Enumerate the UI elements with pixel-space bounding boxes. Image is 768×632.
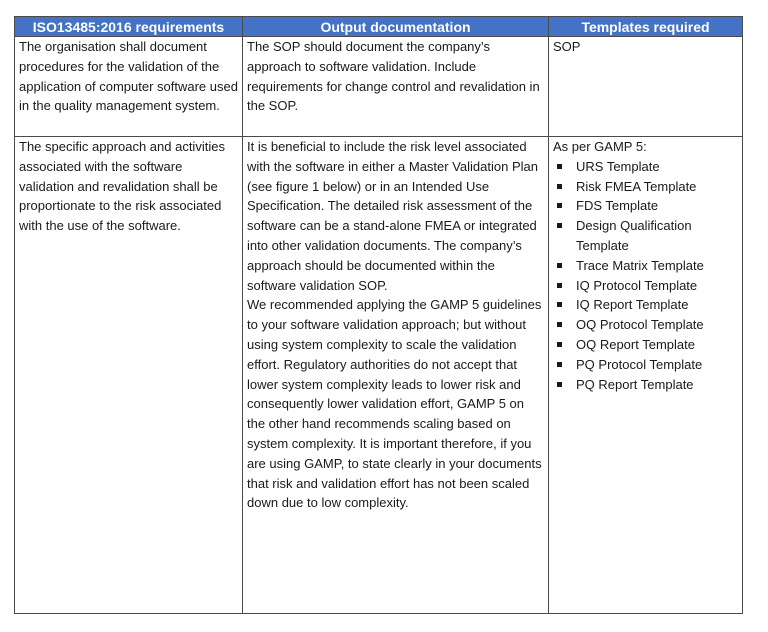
list-item: Design Qualification Template: [553, 216, 739, 256]
header-output-documentation: Output documentation: [243, 17, 549, 37]
list-item: IQ Report Template: [553, 295, 739, 315]
requirements-table-container: [14, 16, 742, 614]
requirement-cell: The specific approach and activities associated with the software validation and revalidation shall be proportionate to the risk associated with the use of the software.: [15, 137, 243, 614]
table-row: [15, 37, 743, 137]
requirements-table: [14, 16, 743, 614]
requirement-cell: The organisation shall document procedures for the validation of the application of computer software used in the quality management system.: [15, 37, 243, 137]
list-item: Risk FMEA Template: [553, 177, 739, 197]
templates-intro: As per GAMP 5:: [553, 139, 647, 154]
list-item: PQ Protocol Template: [553, 355, 739, 375]
templates-cell: [549, 137, 743, 614]
templates-cell: [549, 37, 743, 137]
templates-list: [553, 157, 739, 395]
list-item: FDS Template: [553, 196, 739, 216]
list-item: Trace Matrix Template: [553, 256, 739, 276]
output-paragraph: We recommended applying the GAMP 5 guidelines to your software validation approach; but without using system complexity to scale the validation effort. Regulatory authorities do not accept that lower system complexity leads to lower risk and consequently lower validation effort, GAMP 5 on the other hand recommends scaling based on system complexity. It is important therefore, if you are using GAMP, to state clearly in your documents that risk and validation effort has not been scaled down due to low complexity.: [247, 297, 542, 511]
list-item: PQ Report Template: [553, 375, 739, 395]
list-item: IQ Protocol Template: [553, 276, 739, 296]
output-cell: [243, 37, 549, 137]
output-paragraph: It is beneficial to include the risk level associated with the software in either a Master Validation Plan (see figure 1 below) or in an Intended Use Specification. The detailed risk assessment of the software can be a stand-alone FMEA or integrated into other validation documents. The company’s approach should be documented within the software validation SOP.: [247, 139, 538, 293]
table-row: [15, 137, 743, 614]
header-row: [15, 17, 743, 37]
list-item: OQ Report Template: [553, 335, 739, 355]
header-requirements: ISO13485:2016 requirements: [15, 17, 243, 37]
list-item: URS Template: [553, 157, 739, 177]
list-item: OQ Protocol Template: [553, 315, 739, 335]
header-templates-required: Templates required: [549, 17, 743, 37]
output-paragraph: The SOP should document the company’s approach to software validation. Include requirements for change control and revalidation in the SOP.: [247, 39, 540, 114]
output-cell: [243, 137, 549, 614]
templates-intro: SOP: [553, 39, 581, 54]
